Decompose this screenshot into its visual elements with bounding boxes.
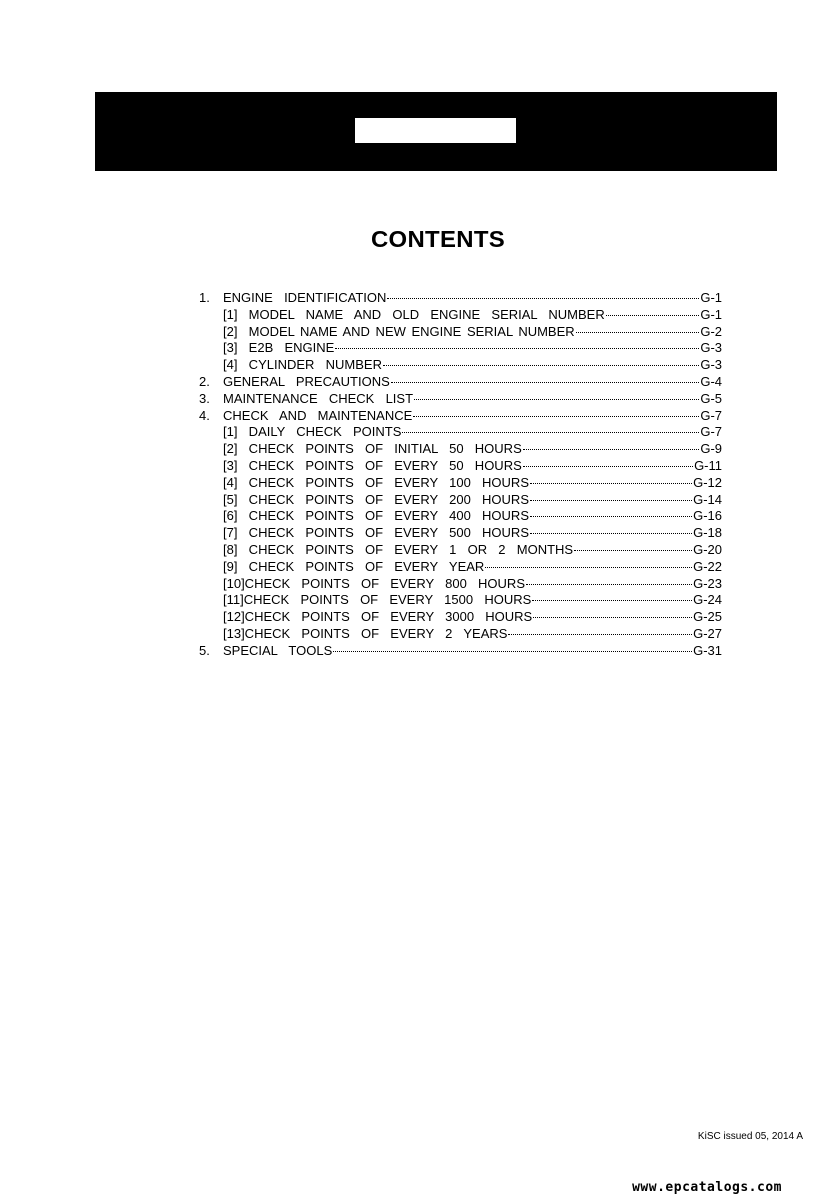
toc-entry-page: G-7: [700, 407, 722, 423]
toc-entry-title: [4] CYLINDER NUMBER: [223, 357, 382, 373]
toc-entry-number: 1.: [199, 290, 210, 305]
toc-leader-dots: [383, 365, 699, 366]
toc-entry-title: [2] MODEL NAME AND NEW ENGINE SERIAL NUMBER: [223, 323, 575, 339]
toc-entry[interactable]: [199, 542, 722, 559]
toc-leader-dots: [333, 651, 692, 652]
toc-entry[interactable]: [199, 374, 722, 391]
toc-entry-page: G-31: [693, 642, 722, 658]
toc-entry[interactable]: [199, 559, 722, 576]
toc-entry-page: G-16: [693, 508, 722, 524]
toc-entry-title: [10]CHECK POINTS OF EVERY 800 HOURS: [223, 575, 525, 591]
toc-entry[interactable]: [199, 424, 722, 441]
toc-entry-page: G-27: [693, 625, 722, 641]
toc-entry-page: G-24: [693, 592, 722, 608]
toc-leader-dots: [530, 483, 692, 484]
toc-entry[interactable]: [199, 525, 722, 542]
toc-entry-number: 4.: [199, 407, 210, 423]
toc-entry[interactable]: [199, 626, 722, 643]
toc-entry[interactable]: [199, 290, 722, 307]
toc-leader-dots: [606, 315, 700, 316]
toc-entry-title: [6] CHECK POINTS OF EVERY 400 HOURS: [223, 508, 529, 524]
toc-entry-title: [1] DAILY CHECK POINTS: [223, 424, 402, 440]
toc-entry-page: G-3: [700, 357, 722, 373]
toc-entry[interactable]: [199, 441, 722, 458]
toc-entry-number: 5.: [199, 642, 210, 658]
page-title: CONTENTS: [370, 226, 506, 252]
toc-entry-title: [5] CHECK POINTS OF EVERY 200 HOURS: [223, 491, 529, 507]
toc-entry-page: G-18: [693, 525, 722, 541]
toc-entry[interactable]: [199, 324, 722, 341]
toc-entry-page: G-11: [694, 457, 722, 473]
toc-entry-title: [9] CHECK POINTS OF EVERY YEAR: [223, 558, 485, 574]
toc-entry-page: G-23: [693, 575, 722, 591]
toc-entry-title: [7] CHECK POINTS OF EVERY 500 HOURS: [223, 525, 529, 541]
toc-entry-title: [1] MODEL NAME AND OLD ENGINE SERIAL NUMBER: [223, 306, 605, 322]
toc-leader-dots: [523, 449, 700, 450]
toc-leader-dots: [574, 550, 692, 551]
toc-entry-number: 3.: [199, 390, 210, 406]
issued-footer: KiSC issued 05, 2014 A: [697, 1131, 803, 1142]
toc-leader-dots: [402, 432, 699, 433]
toc-entry-title: [2] CHECK POINTS OF INITIAL 50 HOURS: [223, 441, 522, 457]
toc-entry-page: G-22: [693, 558, 722, 574]
toc-entry[interactable]: [199, 408, 722, 425]
toc-entry[interactable]: [199, 508, 722, 525]
toc-entry[interactable]: [199, 643, 722, 660]
toc-entry-title: [4] CHECK POINTS OF EVERY 100 HOURS: [223, 474, 529, 490]
toc-entry-page: G-3: [700, 340, 722, 356]
toc-entry-title: ENGINE IDENTIFICATION: [223, 290, 387, 305]
toc-entry-title: [11]CHECK POINTS OF EVERY 1500 HOURS: [223, 592, 532, 608]
header-band: [95, 92, 777, 171]
toc-entry-page: G-7: [700, 424, 722, 440]
toc-entry-title: MAINTENANCE CHECK LIST: [223, 390, 414, 406]
toc-entry-title: GENERAL PRECAUTIONS: [223, 373, 390, 389]
toc-leader-dots: [508, 634, 692, 635]
toc-entry-title: [8] CHECK POINTS OF EVERY 1 OR 2 MONTHS: [223, 541, 574, 557]
toc-entry[interactable]: [199, 475, 722, 492]
toc-entry-page: G-1: [700, 290, 722, 305]
toc-entry-title: [3] CHECK POINTS OF EVERY 50 HOURS: [223, 457, 522, 473]
toc-entry[interactable]: [199, 357, 722, 374]
toc-entry-page: G-2: [700, 323, 722, 339]
toc-leader-dots: [530, 500, 692, 501]
toc-leader-dots: [533, 617, 692, 618]
toc-entry-title: CHECK AND MAINTENANCE: [223, 407, 413, 423]
toc-entry[interactable]: [199, 609, 722, 626]
toc-entry[interactable]: [199, 307, 722, 324]
toc-entry-number: 2.: [199, 373, 210, 389]
toc-leader-dots: [532, 600, 692, 601]
toc-entry-title: [13]CHECK POINTS OF EVERY 2 YEARS: [223, 625, 508, 641]
toc-leader-dots: [576, 332, 700, 333]
toc-entry[interactable]: [199, 592, 722, 609]
toc-entry-page: G-25: [693, 609, 722, 625]
toc-leader-dots: [335, 348, 699, 349]
toc-entry[interactable]: [199, 458, 722, 475]
toc-entry-page: G-4: [700, 373, 722, 389]
table-of-contents: [199, 290, 722, 660]
toc-entry-page: G-12: [693, 474, 722, 490]
toc-entry[interactable]: [199, 340, 722, 357]
toc-leader-dots: [530, 516, 692, 517]
toc-entry[interactable]: [199, 391, 722, 408]
header-label-box: [355, 118, 516, 143]
toc-entry[interactable]: [199, 492, 722, 509]
toc-entry-page: G-1: [700, 306, 722, 322]
toc-entry-page: G-5: [700, 390, 722, 406]
toc-entry-title: [3] E2B ENGINE: [223, 340, 335, 356]
toc-leader-dots: [413, 416, 699, 417]
watermark-url: www.epcatalogs.com: [632, 1180, 782, 1195]
toc-leader-dots: [485, 567, 692, 568]
toc-entry-title: SPECIAL TOOLS: [223, 642, 333, 658]
toc-entry-page: G-14: [693, 491, 722, 507]
toc-leader-dots: [526, 584, 692, 585]
toc-leader-dots: [523, 466, 693, 467]
toc-leader-dots: [414, 399, 699, 400]
toc-leader-dots: [530, 533, 692, 534]
toc-leader-dots: [387, 298, 699, 299]
toc-entry-title: [12]CHECK POINTS OF EVERY 3000 HOURS: [223, 609, 533, 625]
toc-leader-dots: [391, 382, 700, 383]
toc-entry-page: G-9: [700, 441, 722, 457]
toc-entry[interactable]: [199, 576, 722, 593]
toc-entry-page: G-20: [693, 541, 722, 557]
